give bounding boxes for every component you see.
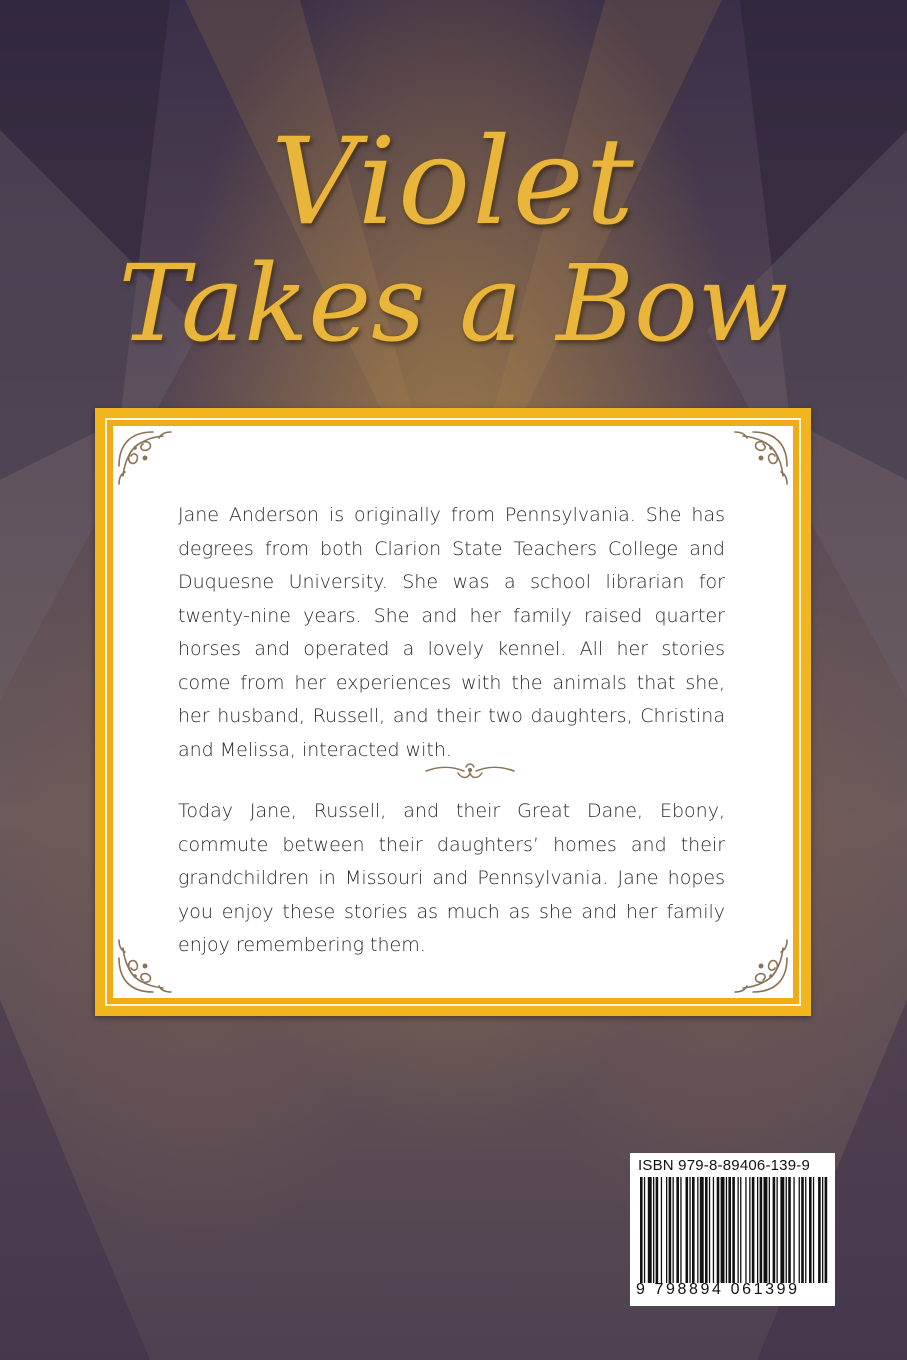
flourish-corner-icon [729,426,793,490]
isbn-barcode [630,1153,835,1306]
bio-panel [113,426,793,998]
bio-paragraph-1: Jane Anderson is originally from Pennsylvania. She has degrees from both Clarion State Teachers College and Duquesne University. She was a school librarian for twenty-nine years. She and her family raised quarter horses and operated a lovely kennel. All her stories come from her experiences with the animals that she, her husband, Russell, and their two daughters, Christina and Melissa, interacted with. [178,504,725,761]
title-line-1: Violet [271,113,636,252]
title-line-2: Takes a Bow [118,242,789,365]
book-title [0,113,907,365]
flourish-divider-icon [422,759,518,783]
bio-frame [95,408,811,1016]
bio-paragraph-2: Today Jane, Russell, and their Great Dane, Ebony, commute between their daughters’ homes and their grandchildren in Missouri and Pennsylvania. Jane hopes you enjoy these stories as much as she and her family enjoy remembering them. [178,800,725,956]
flourish-corner-icon [113,934,177,998]
barcode-icon [636,1177,831,1283]
isbn-label: ISBN 979-8-89406-139-9 [638,1157,811,1174]
barcode-digits: 9 798894 061399 [636,1281,800,1298]
flourish-corner-icon [113,426,177,490]
flourish-corner-icon [729,934,793,998]
